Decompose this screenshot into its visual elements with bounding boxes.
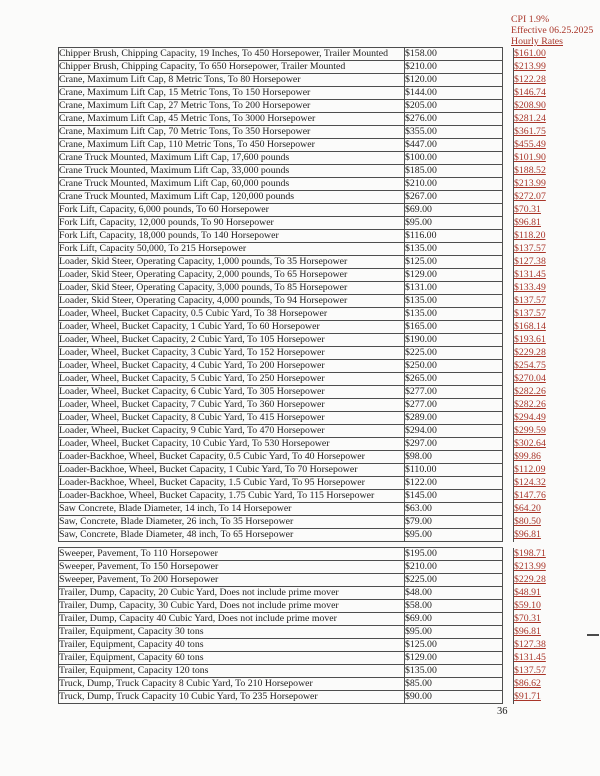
column-gap [503,665,514,678]
equipment-description-cell: Crane Truck Mounted, Maximum Lift Cap, 120,000 pounds [59,191,405,204]
equipment-description-cell: Loader, Skid Steer, Operating Capacity, 2,000 pounds, To 65 Horsepower [59,269,405,282]
equipment-description-cell: Trailer, Equipment, Capacity 120 tons [59,665,405,678]
equipment-description-cell: Trailer, Dump, Capacity 40 Cubic Yard, Does not include prime mover [59,613,405,626]
base-rate-cell: $276.00 [405,113,503,126]
table-row [59,256,567,269]
adjusted-hourly-rate-cell: $146.74 [514,87,567,100]
equipment-description-cell: Crane Truck Mounted, Maximum Lift Cap, 33,000 pounds [59,165,405,178]
column-gap [503,178,514,191]
column-gap [503,360,514,373]
base-rate-cell: $165.00 [405,321,503,334]
base-rate-cell: $98.00 [405,451,503,464]
table-row [59,347,567,360]
equipment-description-cell: Trailer, Dump, Capacity, 20 Cubic Yard, Does not include prime mover [59,587,405,600]
base-rate-cell: $125.00 [405,639,503,652]
adjusted-hourly-rate-cell: $229.28 [514,347,567,360]
column-gap [503,678,514,691]
equipment-description-cell: Saw, Concrete, Blade Diameter, 26 inch, To 35 Horsepower [59,516,405,529]
base-rate-cell: $225.00 [405,574,503,587]
equipment-description-cell: Loader, Wheel, Bucket Capacity, 0.5 Cubic Yard, To 38 Horsepower [59,308,405,321]
column-gap [503,100,514,113]
adjusted-hourly-rate-cell: $96.81 [514,217,567,230]
adjusted-hourly-rate-cell: $137.57 [514,243,567,256]
base-rate-cell: $135.00 [405,243,503,256]
equipment-description-cell: Sweeper, Pavement, To 150 Horsepower [59,561,405,574]
adjusted-hourly-rate-cell: $137.57 [514,295,567,308]
base-rate-cell: $100.00 [405,152,503,165]
adjusted-hourly-rate-cell: $137.57 [514,308,567,321]
table-row [59,152,567,165]
column-gap [503,334,514,347]
table-row [59,678,567,691]
effective-date-line: Effective 06.25.2025 [511,25,594,36]
table-row [59,516,567,529]
adjusted-hourly-rate-cell: $272.07 [514,191,567,204]
column-gap [503,204,514,217]
table-row [59,74,567,87]
adjusted-hourly-rate-cell: $229.28 [514,574,567,587]
equipment-description-cell: Loader, Wheel, Bucket Capacity, 1 Cubic Yard, To 60 Horsepower [59,321,405,334]
page-number: 36 [497,706,508,717]
table-row [59,204,567,217]
adjusted-hourly-rate-cell: $131.45 [514,652,567,665]
column-gap [503,438,514,451]
column-gap [503,152,514,165]
table-row [59,386,567,399]
adjusted-hourly-rate-cell: $91.71 [514,691,567,704]
adjusted-hourly-rate-cell: $254.75 [514,360,567,373]
table-row [59,217,567,230]
scan-artifact-dash [587,634,599,636]
adjusted-hourly-rate-cell: $96.81 [514,626,567,639]
base-rate-cell: $355.00 [405,126,503,139]
equipment-description-cell: Loader, Skid Steer, Operating Capacity, 4,000 pounds, To 94 Horsepower [59,295,405,308]
adjusted-hourly-rate-cell: $282.26 [514,386,567,399]
base-rate-cell: $205.00 [405,100,503,113]
adjusted-hourly-rate-cell: $137.57 [514,665,567,678]
equipment-description-cell: Saw, Concrete, Blade Diameter, 48 inch, To 65 Horsepower [59,529,405,542]
adjusted-hourly-rate-cell: $59.10 [514,600,567,613]
base-rate-cell: $289.00 [405,412,503,425]
table-row [59,652,567,665]
equipment-description-cell: Loader, Wheel, Bucket Capacity, 9 Cubic Yard, To 470 Horsepower [59,425,405,438]
equipment-description-cell: Trailer, Dump, Capacity, 30 Cubic Yard, Does not include prime mover [59,600,405,613]
base-rate-cell: $58.00 [405,600,503,613]
adjusted-hourly-rate-cell: $64.20 [514,503,567,516]
column-gap [503,399,514,412]
equipment-description-cell: Crane, Maximum Lift Cap, 15 Metric Tons, To 150 Horsepower [59,87,405,100]
table-row [59,574,567,587]
equipment-description-cell: Crane Truck Mounted, Maximum Lift Cap, 17,600 pounds [59,152,405,165]
base-rate-cell: $225.00 [405,347,503,360]
base-rate-cell: $277.00 [405,399,503,412]
table-row [59,399,567,412]
table-row [59,691,567,704]
column-gap [503,347,514,360]
equipment-description-cell: Chipper Brush, Chipping Capacity, To 650 Horsepower, Trailer Mounted [59,61,405,74]
adjusted-hourly-rate-cell: $193.61 [514,334,567,347]
table-row [59,87,567,100]
equipment-description-cell: Chipper Brush, Chipping Capacity, 19 Inches, To 450 Horsepower, Trailer Mounted [59,48,405,61]
column-gap [503,74,514,87]
base-rate-cell: $135.00 [405,295,503,308]
table-row [59,269,567,282]
base-rate-cell: $120.00 [405,74,503,87]
equipment-description-cell: Crane, Maximum Lift Cap, 45 Metric Tons, To 3000 Horsepower [59,113,405,126]
table-row [59,191,567,204]
column-gap [503,243,514,256]
equipment-description-cell: Saw Concrete, Blade Diameter, 14 inch, To 14 Horsepower [59,503,405,516]
table-row [59,613,567,626]
base-rate-cell: $129.00 [405,652,503,665]
adjusted-hourly-rate-cell: $96.81 [514,529,567,542]
base-rate-cell: $135.00 [405,308,503,321]
base-rate-cell: $79.00 [405,516,503,529]
equipment-description-cell: Fork Lift, Capacity, 6,000 pounds, To 60 Horsepower [59,204,405,217]
adjusted-hourly-rate-cell: $70.31 [514,613,567,626]
table-row [59,425,567,438]
column-gap [503,113,514,126]
adjusted-hourly-rate-cell: $127.38 [514,639,567,652]
column-gap [503,425,514,438]
adjusted-hourly-rate-cell: $213.99 [514,61,567,74]
table-row [59,412,567,425]
base-rate-cell: $185.00 [405,165,503,178]
base-rate-cell: $85.00 [405,678,503,691]
adjusted-hourly-rate-cell: $70.31 [514,204,567,217]
table-row [59,334,567,347]
equipment-description-cell: Truck, Dump, Truck Capacity 10 Cubic Yard, To 235 Horsepower [59,691,405,704]
adjusted-hourly-rate-cell: $161.00 [514,48,567,61]
adjusted-hourly-rate-cell: $302.64 [514,438,567,451]
equipment-description-cell: Fork Lift, Capacity, 12,000 pounds, To 90 Horsepower [59,217,405,230]
base-rate-cell: $63.00 [405,503,503,516]
adjusted-hourly-rate-cell: $270.04 [514,373,567,386]
equipment-rate-tables [58,47,566,704]
equipment-description-cell: Loader-Backhoe, Wheel, Bucket Capacity, 1.5 Cubic Yard, To 95 Horsepower [59,477,405,490]
base-rate-cell: $48.00 [405,587,503,600]
equipment-description-cell: Loader, Skid Steer, Operating Capacity, 3,000 pounds, To 85 Horsepower [59,282,405,295]
table-row [59,464,567,477]
adjusted-hourly-rate-cell: $80.50 [514,516,567,529]
column-gap [503,587,514,600]
base-rate-cell: $294.00 [405,425,503,438]
base-rate-cell: $447.00 [405,139,503,152]
column-gap [503,373,514,386]
base-rate-cell: $95.00 [405,529,503,542]
equipment-description-cell: Sweeper, Pavement, To 110 Horsepower [59,548,405,561]
equipment-description-cell: Loader, Wheel, Bucket Capacity, 3 Cubic Yard, To 152 Horsepower [59,347,405,360]
base-rate-cell: $125.00 [405,256,503,269]
base-rate-cell: $144.00 [405,87,503,100]
column-gap [503,574,514,587]
column-gap [503,451,514,464]
adjusted-hourly-rate-cell: $208.90 [514,100,567,113]
base-rate-cell: $69.00 [405,204,503,217]
adjusted-hourly-rate-cell: $122.28 [514,74,567,87]
adjusted-hourly-rate-cell: $127.38 [514,256,567,269]
table-row [59,165,567,178]
column-gap [503,561,514,574]
equipment-description-cell: Loader, Wheel, Bucket Capacity, 6 Cubic Yard, To 305 Horsepower [59,386,405,399]
equipment-description-cell: Loader-Backhoe, Wheel, Bucket Capacity, 1 Cubic Yard, To 70 Horsepower [59,464,405,477]
adjusted-hourly-rate-cell: $112.09 [514,464,567,477]
adjusted-hourly-rate-cell: $99.86 [514,451,567,464]
column-gap [503,165,514,178]
adjusted-hourly-rate-cell: $213.99 [514,178,567,191]
table-row [59,321,567,334]
table-row [59,282,567,295]
base-rate-cell: $122.00 [405,477,503,490]
adjusted-hourly-rate-cell: $361.75 [514,126,567,139]
equipment-description-cell: Fork Lift, Capacity 50,000, To 215 Horsepower [59,243,405,256]
table-row [59,100,567,113]
table-row [59,308,567,321]
equipment-description-cell: Sweeper, Pavement, To 200 Horsepower [59,574,405,587]
base-rate-cell: $95.00 [405,217,503,230]
base-rate-cell: $158.00 [405,48,503,61]
table-row [59,600,567,613]
column-gap [503,503,514,516]
table-row [59,665,567,678]
column-gap [503,639,514,652]
equipment-description-cell: Crane, Maximum Lift Cap, 27 Metric Tons, To 200 Horsepower [59,100,405,113]
table-row [59,490,567,503]
column-gap [503,61,514,74]
column-gap [503,230,514,243]
column-gap [503,516,514,529]
base-rate-cell: $135.00 [405,665,503,678]
column-gap [503,139,514,152]
table-row [59,295,567,308]
column-gap [503,386,514,399]
column-gap [503,626,514,639]
column-gap [503,529,514,542]
equipment-description-cell: Trailer, Equipment, Capacity 30 tons [59,626,405,639]
base-rate-cell: $297.00 [405,438,503,451]
cpi-percent-line: CPI 1.9% [511,14,550,25]
table-row [59,451,567,464]
table-row [59,243,567,256]
equipment-description-cell: Crane, Maximum Lift Cap, 8 Metric Tons, To 80 Horsepower [59,74,405,87]
cpi-header [511,14,593,47]
equipment-description-cell: Crane, Maximum Lift Cap, 110 Metric Tons, To 450 Horsepower [59,139,405,152]
column-gap [503,191,514,204]
table-row [59,113,567,126]
table-row [59,48,567,61]
adjusted-hourly-rate-cell: $86.62 [514,678,567,691]
equipment-description-cell: Loader, Wheel, Bucket Capacity, 4 Cubic Yard, To 200 Horsepower [59,360,405,373]
base-rate-cell: $145.00 [405,490,503,503]
table-row [59,477,567,490]
equipment-description-cell: Loader, Wheel, Bucket Capacity, 5 Cubic Yard, To 250 Horsepower [59,373,405,386]
equipment-description-cell: Loader, Wheel, Bucket Capacity, 7 Cubic Yard, To 360 Horsepower [59,399,405,412]
equipment-description-cell: Truck, Dump, Truck Capacity 8 Cubic Yard, To 210 Horsepower [59,678,405,691]
table-row [59,230,567,243]
adjusted-hourly-rate-cell: $147.76 [514,490,567,503]
column-gap [503,269,514,282]
equipment-description-cell: Crane, Maximum Lift Cap, 70 Metric Tons, To 350 Horsepower [59,126,405,139]
equipment-description-cell: Loader, Wheel, Bucket Capacity, 8 Cubic Yard, To 415 Horsepower [59,412,405,425]
column-gap [503,256,514,269]
table-row [59,178,567,191]
adjusted-hourly-rate-cell: $455.49 [514,139,567,152]
equipment-description-cell: Trailer, Equipment, Capacity 60 tons [59,652,405,665]
column-gap [503,548,514,561]
column-gap [503,126,514,139]
rate-table-block-1 [58,47,566,542]
equipment-description-cell: Loader, Wheel, Bucket Capacity, 10 Cubic Yard, To 530 Horsepower [59,438,405,451]
column-gap [503,691,514,704]
table-row [59,139,567,152]
rate-table-block-2 [58,547,566,704]
base-rate-cell: $210.00 [405,178,503,191]
base-rate-cell: $131.00 [405,282,503,295]
column-gap [503,477,514,490]
base-rate-cell: $116.00 [405,230,503,243]
column-gap [503,412,514,425]
adjusted-hourly-rate-cell: $213.99 [514,561,567,574]
hourly-rates-label: Hourly Rates [511,36,563,47]
base-rate-cell: $95.00 [405,626,503,639]
base-rate-cell: $277.00 [405,386,503,399]
column-gap [503,217,514,230]
adjusted-hourly-rate-cell: $299.59 [514,425,567,438]
adjusted-hourly-rate-cell: $101.90 [514,152,567,165]
base-rate-cell: $210.00 [405,61,503,74]
base-rate-cell: $90.00 [405,691,503,704]
table-row [59,503,567,516]
base-rate-cell: $129.00 [405,269,503,282]
table-row [59,529,567,542]
base-rate-cell: $250.00 [405,360,503,373]
column-gap [503,308,514,321]
equipment-description-cell: Loader-Backhoe, Wheel, Bucket Capacity, 0.5 Cubic Yard, To 40 Horsepower [59,451,405,464]
equipment-description-cell: Trailer, Equipment, Capacity 40 tons [59,639,405,652]
table-row [59,561,567,574]
table-row [59,61,567,74]
adjusted-hourly-rate-cell: $48.91 [514,587,567,600]
base-rate-cell: $190.00 [405,334,503,347]
equipment-description-cell: Loader-Backhoe, Wheel, Bucket Capacity, 1.75 Cubic Yard, To 115 Horsepower [59,490,405,503]
equipment-description-cell: Loader, Skid Steer, Operating Capacity, 1,000 pounds, To 35 Horsepower [59,256,405,269]
column-gap [503,490,514,503]
base-rate-cell: $69.00 [405,613,503,626]
adjusted-hourly-rate-cell: $131.45 [514,269,567,282]
adjusted-hourly-rate-cell: $133.49 [514,282,567,295]
table-row [59,587,567,600]
adjusted-hourly-rate-cell: $294.49 [514,412,567,425]
base-rate-cell: $267.00 [405,191,503,204]
column-gap [503,295,514,308]
table-row [59,373,567,386]
base-rate-cell: $210.00 [405,561,503,574]
table-row [59,126,567,139]
adjusted-hourly-rate-cell: $281.24 [514,113,567,126]
column-gap [503,48,514,61]
equipment-description-cell: Loader, Wheel, Bucket Capacity, 2 Cubic Yard, To 105 Horsepower [59,334,405,347]
table-row [59,438,567,451]
column-gap [503,613,514,626]
adjusted-hourly-rate-cell: $198.71 [514,548,567,561]
column-gap [503,321,514,334]
base-rate-cell: $110.00 [405,464,503,477]
table-row [59,639,567,652]
column-gap [503,464,514,477]
adjusted-hourly-rate-cell: $188.52 [514,165,567,178]
table-row [59,360,567,373]
base-rate-cell: $195.00 [405,548,503,561]
adjusted-hourly-rate-cell: $168.14 [514,321,567,334]
adjusted-hourly-rate-cell: $282.26 [514,399,567,412]
table-row [59,548,567,561]
equipment-description-cell: Crane Truck Mounted, Maximum Lift Cap, 60,000 pounds [59,178,405,191]
column-gap [503,652,514,665]
adjusted-hourly-rate-cell: $118.20 [514,230,567,243]
column-gap [503,87,514,100]
equipment-description-cell: Fork Lift, Capacity, 18,000 pounds, To 140 Horsepower [59,230,405,243]
base-rate-cell: $265.00 [405,373,503,386]
column-gap [503,282,514,295]
column-gap [503,600,514,613]
table-row [59,626,567,639]
adjusted-hourly-rate-cell: $124.32 [514,477,567,490]
